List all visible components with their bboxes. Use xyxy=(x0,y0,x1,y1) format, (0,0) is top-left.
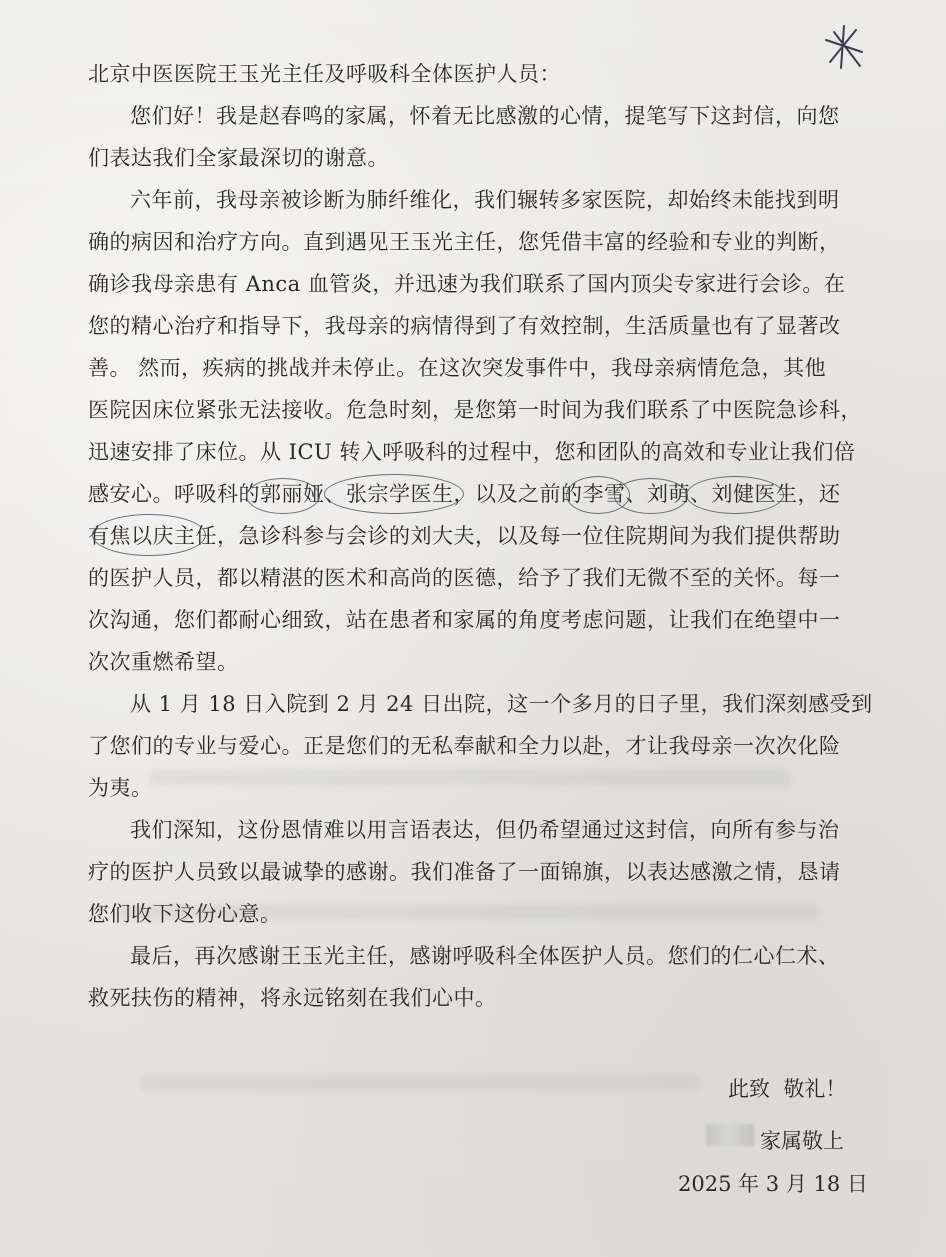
body-line: 从 1 月 18 日入院到 2 月 24 日出院，这一个多月的日子里，我们深刻感受到 xyxy=(130,692,873,716)
body-line: 的医护人员，都以精湛的医术和高尚的医德，给予了我们无微不至的关怀。每一 xyxy=(88,566,841,590)
body-line: 了您们的专业与爱心。正是您们的无私奉献和全力以赴，才让我母亲一次次化险 xyxy=(88,734,841,758)
body-line: 最后，再次感谢王玉光主任，感谢呼吸科全体医护人员。您们的仁心仁术、 xyxy=(130,944,840,968)
signature: 家属敬上 xyxy=(760,1129,844,1153)
letter-date: 2025 年 3 月 18 日 xyxy=(678,1172,868,1196)
body-line: 我们深知，这份恩情难以用言语表达，但仍希望通过这封信，向所有参与治 xyxy=(130,818,840,842)
redacted-name xyxy=(706,1124,754,1146)
body-line: 有焦以庆主任，急诊科参与会诊的刘大夫，以及每一位住院期间为我们提供帮助 xyxy=(88,524,841,548)
show-through-bleed xyxy=(140,1075,700,1091)
body-line: 医院因床位紧张无法接收。危急时刻，是您第一时间为我们联系了中医院急诊科， xyxy=(88,398,862,422)
body-line: 为夷。 xyxy=(88,776,153,800)
body-line: 救死扶伤的精神，将永远铭刻在我们心中。 xyxy=(88,986,497,1010)
handwritten-star-mark xyxy=(820,22,868,72)
show-through-bleed xyxy=(150,770,790,786)
pen-circle-mark xyxy=(246,478,320,514)
body-line: 迅速安排了床位。从 ICU 转入呼吸科的过程中，您和团队的高效和专业让我们倍 xyxy=(88,440,856,464)
body-line: 次沟通，您们都耐心细致，站在患者和家属的角度考虑问题，让我们在绝望中一 xyxy=(88,608,841,632)
body-line: 次次重燃希望。 xyxy=(88,650,239,674)
body-line: 确的病因和治疗方向。直到遇见王玉光主任，您凭借丰富的经验和专业的判断， xyxy=(88,230,841,254)
body-line: 您的精心治疗和指导下，我母亲的病情得到了有效控制，生活质量也有了显著改 xyxy=(88,314,841,338)
body-line: 确诊我母亲患有 Anca 血管炎，并迅速为我们联系了国内顶尖专家进行会诊。在 xyxy=(88,272,846,296)
body-line: 六年前，我母亲被诊断为肺纤维化，我们辗转多家医院，却始终未能找到明 xyxy=(130,188,840,212)
body-line: 您们好！我是赵春鸣的家属，怀着无比感激的心情，提笔写下这封信，向您 xyxy=(130,104,840,128)
body-line: 善。 然而，疾病的挑战并未停止。在这次突发事件中，我母亲病情危急，其他 xyxy=(88,356,827,380)
pen-circle-mark xyxy=(614,478,688,514)
pen-circle-mark xyxy=(92,514,206,556)
salutation: 北京中医医院王玉光主任及呼吸科全体医护人员： xyxy=(88,62,561,86)
body-line: 您们收下这份心意。 xyxy=(88,902,282,926)
body-line: 们表达我们全家最深切的谢意。 xyxy=(88,146,389,170)
closing-salutation: 此致 敬礼！ xyxy=(728,1077,847,1101)
pen-circle-mark xyxy=(324,474,464,514)
pen-circle-mark xyxy=(686,476,784,514)
body-line: 疗的医护人员致以最诚挚的感谢。我们准备了一面锦旗，以表达感激之情，恳请 xyxy=(88,860,841,884)
body-line: 感安心。呼吸科的郭丽娅、张宗学医生，以及之前的李雪、刘萌、刘健医生，还 xyxy=(88,482,841,506)
